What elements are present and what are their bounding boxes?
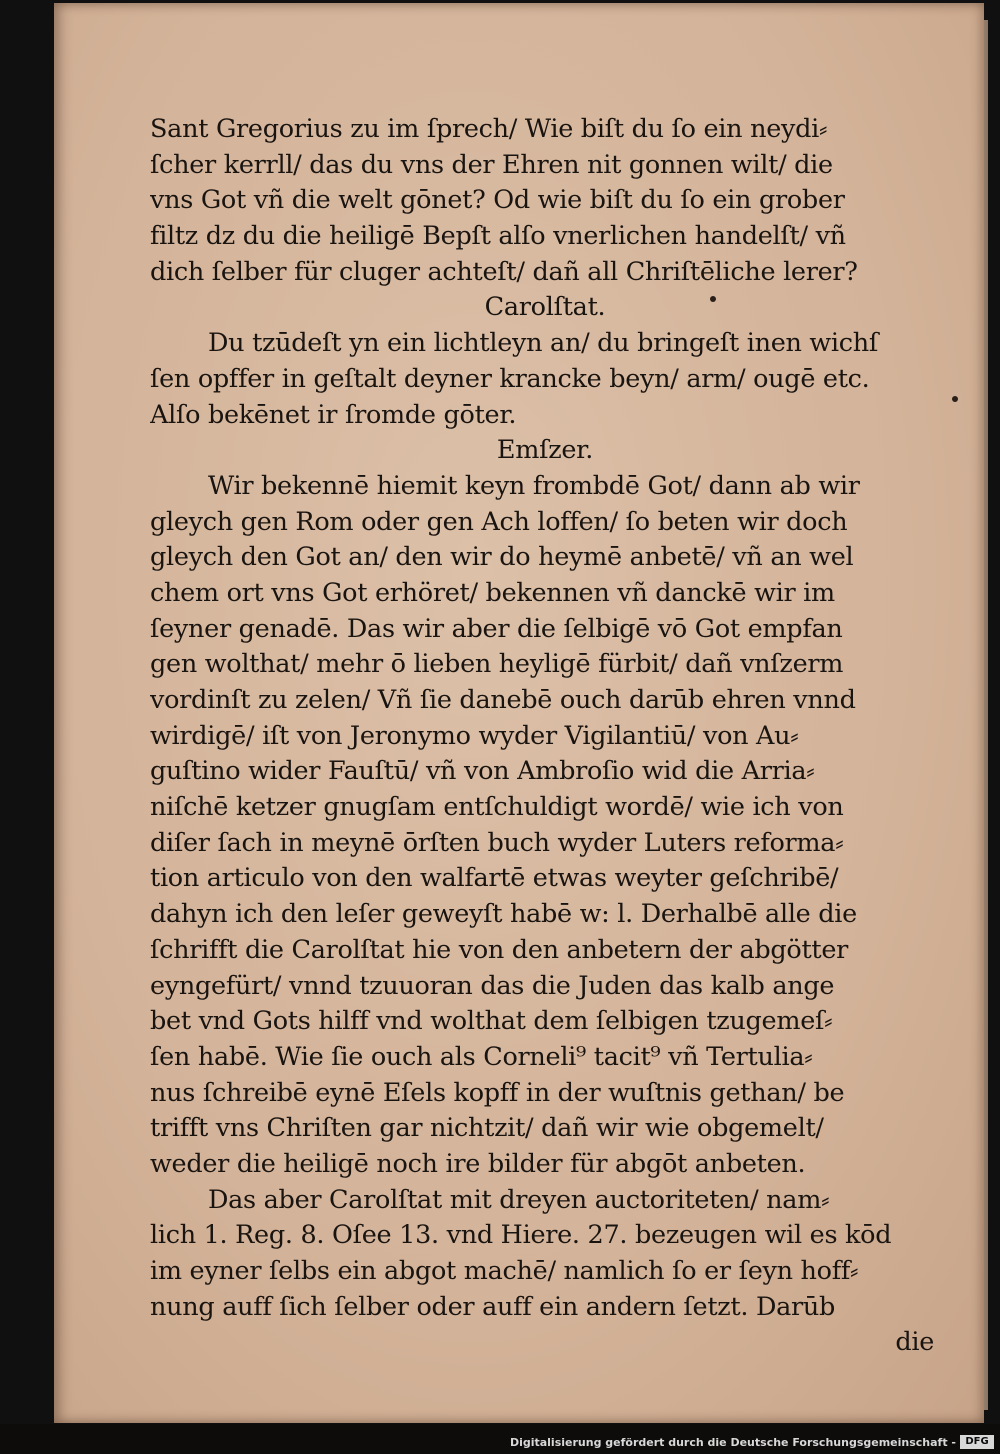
- text-line: im eyner ſelbs ein abgot machē/ namlich ſo er ſeyn hoff⸗: [150, 1256, 859, 1286]
- text-line: Wir bekennē hiemit keyn frombdē Got/ dann ab wir: [208, 470, 860, 501]
- text-line: lich 1. Reg. 8. Oſee 13. vnd Hiere. 27. bezeugen wil es kōd: [150, 1220, 892, 1251]
- text-line: nung auff ſich ſelber oder auff ein andern ſetzt. Darūb: [150, 1291, 836, 1322]
- text-line: guſtino wider Fauſtū/ vñ von Ambroſio wid die Arria⸗: [150, 756, 815, 787]
- text-line: filtz dz du die heiligē Bepſt alſo vnerlichen handelſt/ vñ: [150, 221, 846, 252]
- text-line: tion articulo von den walfartē etwas weyter geſchribē/: [150, 863, 839, 894]
- page-text: [150, 112, 940, 1361]
- ink-speck: [952, 396, 958, 402]
- dfg-logo: DFG: [960, 1435, 994, 1449]
- text-line: niſchē ketzer gnugſam entſchuldigt wordē/ wie ich von: [150, 792, 844, 823]
- speaker-heading-emser: Emſzer.: [496, 435, 594, 466]
- text-line: Alſo bekēnet ir ſromde gōter.: [150, 399, 517, 430]
- catchword: die: [895, 1327, 934, 1358]
- text-line: trifft vns Chriſten gar nichtzit/ dañ wir wie obgemelt/: [150, 1113, 824, 1144]
- text-line: weder die heiligē noch ire bilder für abgōt anbeten.: [150, 1148, 806, 1179]
- text-line: gen wolthat/ mehr ō lieben heyligē fürbit/ dañ vnſzerm: [150, 649, 844, 680]
- text-line: gleych gen Rom oder gen Ach loffen/ ſo beten wir doch: [150, 506, 848, 537]
- text-line: diſer ſach in meynē ōrſten buch wyder Luters reforma⸗: [150, 827, 844, 858]
- funding-credit: Digitalisierung gefördert durch die Deutsche Forschungsgemeinschaft -: [509, 1436, 956, 1449]
- text-line: dahyn ich den leſer geweyſt habē w: l. Derhalbē alle die: [150, 899, 857, 930]
- text-line: ſchrifft die Carolſtat hie von den anbetern der abgötter: [150, 934, 849, 965]
- text-line: dich ſelber für cluger achteſt/ dañ all Chriſtēliche lerer?: [150, 256, 858, 287]
- text-line: wirdigē/ iſt von Jeronymo wyder Vigilantiū/ von Au⸗: [150, 720, 799, 751]
- text-line: ſen habē. Wie ſie ouch als Corneli⁹ tacit⁹ vñ Tertulia⸗: [150, 1041, 813, 1072]
- text-line: bet vnd Gots hilff vnd wolthat dem ſelbigen tzugemeſ⸗: [150, 1006, 833, 1037]
- text-line: ſen opffer in geſtalt deyner krancke beyn/ arm/ ougē etc.: [150, 363, 870, 394]
- text-line: vns Got vñ die welt gōnet? Od wie biſt du ſo ein grober: [150, 185, 845, 216]
- text-line: chem ort vns Got erhöret/ bekennen vñ danckē wir im: [150, 577, 835, 608]
- speaker-heading-carolstat: Carolſtat.: [484, 292, 606, 323]
- text-line: ſcher kerrll/ das du vns der Ehren nit gonnen wilt/ die: [150, 149, 833, 180]
- text-line: vordinſt zu zelen/ Vñ ſie danebē ouch darūb ehren vnnd: [150, 685, 856, 715]
- footer-bar: [0, 1424, 1000, 1454]
- text-line: nus ſchreibē eynē Eſels kopff in der wuſtnis gethan/ be: [150, 1077, 845, 1108]
- text-line: Du tzūdeſt yn ein lichtleyn an/ du bringeſt inen wichſ: [208, 328, 879, 359]
- text-line: Das aber Carolſtat mit dreyen auctoriteten/ nam⸗: [208, 1184, 830, 1215]
- text-line: eyngefürt/ vnnd tzuuoran das die Juden das kalb ange: [150, 970, 835, 1001]
- text-line: ſeyner genadē. Das wir aber die ſelbigē vō Got empfan: [150, 613, 843, 644]
- text-line: Sant Gregorius zu im ſprech/ Wie biſt du ſo ein neydi⸗: [150, 114, 828, 144]
- text-line: gleych den Got an/ den wir do heymē anbetē/ vñ an wel: [150, 542, 854, 573]
